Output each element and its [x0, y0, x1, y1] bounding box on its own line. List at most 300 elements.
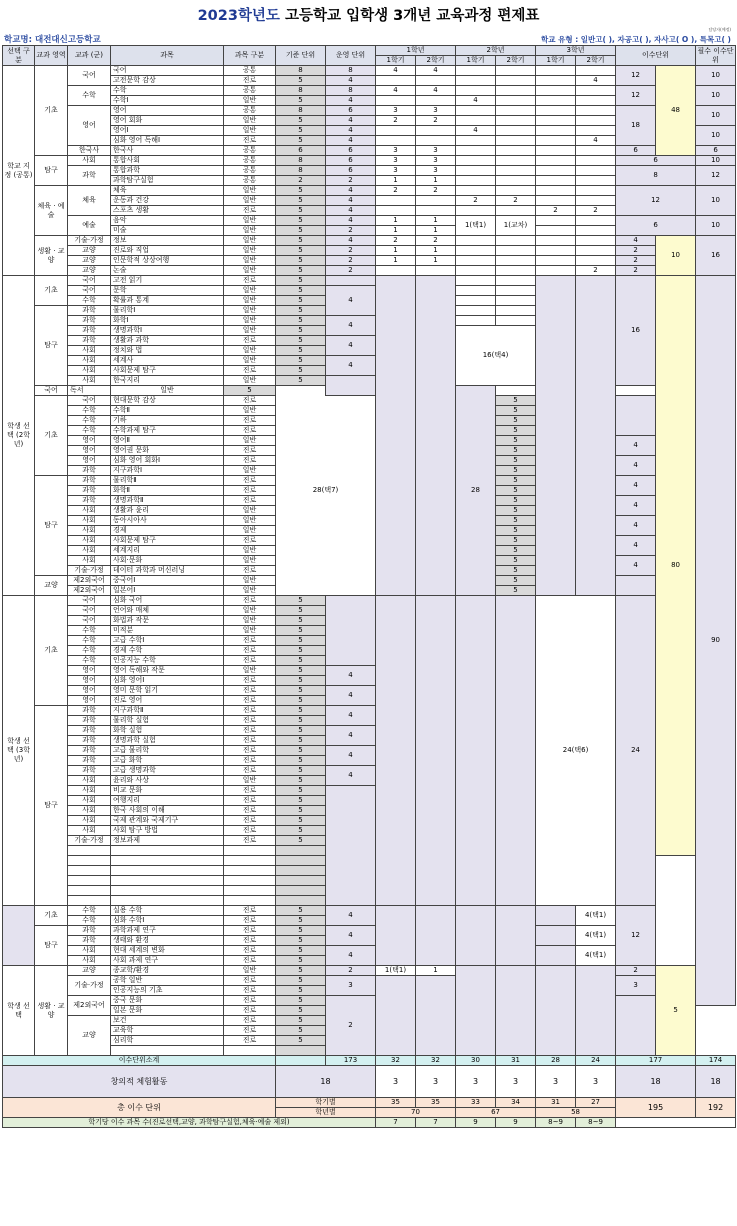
subject-name: 사회 탐구 방법 [111, 826, 224, 836]
group-label: 영어 [68, 676, 111, 686]
op-unit: 4 [616, 536, 656, 556]
total-cell: 32 [416, 1056, 456, 1066]
type-cell: 공통 [224, 106, 276, 116]
type-cell: 일반 [224, 436, 276, 446]
section-label: 학교 지정 (공통) [3, 66, 35, 276]
type-cell: 진로 [224, 596, 276, 606]
type-cell: 진로 [224, 206, 276, 216]
group-label: 사회 [68, 366, 111, 376]
units-cell: 12 [616, 186, 696, 216]
area-label: 탐구 [35, 706, 68, 906]
subject-name: 종교학/환경 [111, 966, 224, 976]
base-unit: 5 [276, 186, 326, 196]
req-cell: 12 [696, 166, 736, 186]
type-cell: 일반 [224, 216, 276, 226]
group-label: 사회 [68, 536, 111, 546]
group-label: 한국사 [68, 146, 111, 156]
subject-name: 기하 [111, 416, 224, 426]
subject-name: 사회 과제 연구 [111, 956, 224, 966]
op-unit: 4 [326, 726, 376, 746]
base-unit: 5 [496, 556, 536, 566]
header-cell: 1학년 [376, 46, 456, 56]
subject-name: 문학 [111, 286, 224, 296]
section-label: 학생 선택 [3, 966, 35, 1056]
base-unit: 5 [276, 276, 326, 286]
subject-name [111, 1046, 224, 1056]
base-unit: 5 [276, 236, 326, 246]
type-cell: 일반 [224, 316, 276, 326]
op-unit: 6 [326, 146, 376, 156]
group-label: 국어 [68, 606, 111, 616]
type-cell: 일반 [224, 196, 276, 206]
subject-name: 논술 [111, 266, 224, 276]
op-unit: 4 [326, 336, 376, 356]
type-cell: 일반 [224, 576, 276, 586]
group-label: 사회 [68, 376, 111, 386]
base-unit: 5 [276, 1016, 326, 1026]
subject-name: 심화 영어 독해Ⅰ [111, 136, 224, 146]
activity-cell: 3 [456, 1066, 496, 1098]
base-unit: 6 [276, 146, 326, 156]
total-cell: 174 [696, 1056, 736, 1066]
base-unit [276, 856, 326, 866]
base-unit: 5 [496, 566, 536, 576]
op-unit: 4 [326, 216, 376, 226]
subject-name: 영어 회화 [111, 116, 224, 126]
subject-name: 수학Ⅱ [111, 406, 224, 416]
sem-cell: 2 [576, 206, 616, 216]
subject-name: 생명과학 실험 [111, 736, 224, 746]
section-label: 학생 선택 (3학년) [3, 596, 35, 906]
group-label: 수학 [68, 86, 111, 106]
base-unit: 5 [276, 776, 326, 786]
group-label: 과학 [68, 726, 111, 736]
group-label: 기술·가정 [68, 566, 111, 576]
units-cell: 4 [616, 236, 656, 246]
op-unit: 4 [326, 316, 376, 336]
op-unit: 4 [326, 76, 376, 86]
subject-name: 수학Ⅰ [111, 96, 224, 106]
group-label: 사회 [68, 526, 111, 536]
base-unit: 5 [276, 706, 326, 716]
group-label: 과학 [68, 486, 111, 496]
subject-name: 수학과제 탐구 [111, 426, 224, 436]
group-label: 국어 [68, 276, 111, 286]
type-cell: 일반 [224, 186, 276, 196]
base-unit: 5 [496, 546, 536, 556]
subject-name [111, 896, 224, 906]
subject-name: 고급 화학 [111, 756, 224, 766]
type-cell: 진로 [224, 456, 276, 466]
activity-cell: 3 [376, 1066, 416, 1098]
header-cell: 선택 구분 [3, 46, 35, 66]
subject-name: 과학탐구실험 [111, 176, 224, 186]
type-cell: 진로 [224, 816, 276, 826]
area-label: 기초 [35, 906, 68, 926]
units-cell: 2 [616, 256, 656, 266]
sem-cell: 24(택6) [536, 596, 616, 906]
base-unit: 5 [276, 116, 326, 126]
activity-cell: 3 [416, 1066, 456, 1098]
base-unit: 5 [276, 736, 326, 746]
base-unit: 5 [496, 436, 536, 446]
units-cell: 6 [616, 146, 656, 156]
subject-name: 스포츠 생활 [111, 206, 224, 216]
op-unit: 4 [326, 206, 376, 216]
type-cell: 진로 [224, 956, 276, 966]
units-cell: 12 [616, 906, 656, 966]
base-unit: 5 [496, 476, 536, 486]
req-cell: 10 [696, 106, 736, 126]
op-unit: 2 [326, 996, 376, 1056]
base-unit: 5 [224, 386, 276, 396]
grand-cell: 31 [536, 1098, 576, 1108]
base-unit: 5 [276, 656, 326, 666]
header-cell: 3학년 [536, 46, 616, 56]
base-unit: 5 [496, 446, 536, 456]
type-cell: 진로 [224, 826, 276, 836]
sem-cell: 1 [376, 176, 416, 186]
type-cell: 일반 [224, 376, 276, 386]
type-cell: 진로 [224, 446, 276, 456]
type-cell: 일반 [224, 306, 276, 316]
subject-name: 사회문제 탐구 [111, 366, 224, 376]
area-label: 기초 [35, 596, 68, 706]
req-cell: 90 [696, 276, 736, 1006]
editor-note: 담당자(예정) [708, 27, 731, 32]
group-label: 수학 [68, 416, 111, 426]
sem-cell: 2 [376, 116, 416, 126]
sem-cell: 2 [536, 206, 576, 216]
type-cell: 진로 [224, 706, 276, 716]
base-unit: 5 [276, 726, 326, 736]
type-cell: 진로 [224, 736, 276, 746]
group-label: 영어 [68, 696, 111, 706]
total-cell: 173 [326, 1056, 376, 1066]
group-label: 수학 [68, 916, 111, 926]
base-unit: 5 [496, 526, 536, 536]
base-unit: 5 [276, 916, 326, 926]
grand-cell: 33 [456, 1098, 496, 1108]
units-cell: 16 [616, 276, 656, 386]
op-unit: 4 [326, 136, 376, 146]
type-cell: 진로 [224, 926, 276, 936]
units-cell: 8 [616, 166, 696, 186]
base-unit: 5 [276, 1036, 326, 1046]
type-cell: 진로 [224, 746, 276, 756]
type-cell: 공통 [224, 86, 276, 96]
course-count-label: 학기당 이수 과목 수(진로선택,교양, 과학탐구실험,체육·예술 제외) [3, 1118, 376, 1128]
sem-cell: 3 [376, 166, 416, 176]
count-cell: 8~9 [536, 1118, 576, 1128]
subject-name: 동아시아사 [111, 516, 224, 526]
op-unit: 4 [326, 286, 376, 316]
grand-cell: 35 [416, 1098, 456, 1108]
subject-name: 지구과학Ⅰ [111, 466, 224, 476]
base-unit [276, 886, 326, 896]
group-label: 수학 [68, 626, 111, 636]
title-year: 2023학년도 [197, 8, 280, 24]
group-label: 과학 [68, 736, 111, 746]
units-cell: 28 [456, 386, 496, 596]
total-cell [276, 1056, 326, 1066]
req-cell: 10 [696, 86, 736, 106]
group-label: 사회 [68, 516, 111, 526]
sem-cell: 4 [456, 126, 496, 136]
subject-name: 국제 관계와 국제기구 [111, 816, 224, 826]
group-label: 사회 [68, 946, 111, 956]
base-unit: 5 [276, 216, 326, 226]
type-cell: 일반 [224, 506, 276, 516]
req-cell: 10 [696, 126, 736, 146]
type-cell: 진로 [224, 136, 276, 146]
type-cell: 진로 [224, 636, 276, 646]
subject-name: 지구과학Ⅱ [111, 706, 224, 716]
header-cell: 2학기 [576, 56, 616, 66]
area-label: 생활 · 교양 [35, 236, 68, 276]
group-label: 수학 [68, 906, 111, 916]
group-label: 과학 [68, 756, 111, 766]
sem-cell: 2 [576, 266, 616, 276]
type-cell: 진로 [224, 536, 276, 546]
base-unit: 5 [276, 836, 326, 846]
grand-cell: 35 [376, 1098, 416, 1108]
units-cell: 80 [656, 276, 696, 856]
group-label: 과학 [68, 336, 111, 346]
group-label: 체육 [68, 186, 111, 216]
type-cell: 일반 [111, 386, 224, 396]
base-unit: 5 [276, 1026, 326, 1036]
type-cell: 일반 [224, 256, 276, 266]
type-cell: 진로 [224, 676, 276, 686]
group-label: 영어 [68, 666, 111, 676]
page-title [0, 4, 737, 25]
base-unit [276, 1046, 326, 1056]
group-label: 사회 [68, 796, 111, 806]
type-cell: 진로 [224, 836, 276, 846]
units-cell: 2 [616, 266, 656, 276]
subject-name: 영미 문학 읽기 [111, 686, 224, 696]
sem-cell: 2 [376, 236, 416, 246]
base-unit: 5 [276, 266, 326, 276]
base-unit: 5 [276, 676, 326, 686]
group-label: 사회 [68, 776, 111, 786]
activity-cell: 3 [576, 1066, 616, 1098]
header-cell: 2학기 [416, 56, 456, 66]
type-cell [224, 886, 276, 896]
base-unit: 5 [276, 296, 326, 306]
base-unit: 5 [496, 406, 536, 416]
group-label: 수학 [68, 636, 111, 646]
type-cell: 진로 [224, 906, 276, 916]
subject-name: 영어 [111, 106, 224, 116]
type-cell: 일반 [224, 466, 276, 476]
base-unit: 5 [276, 966, 326, 976]
subject-name [111, 856, 224, 866]
subject-name: 영어 독해와 작문 [111, 666, 224, 676]
header-cell: 교과 영역 [35, 46, 68, 66]
group-label: 제2외국어 [68, 586, 111, 596]
type-cell: 진로 [224, 806, 276, 816]
op-unit: 4 [326, 356, 376, 376]
base-unit: 8 [276, 86, 326, 96]
count-cell: 7 [416, 1118, 456, 1128]
units-cell: 6 [616, 216, 696, 236]
subject-name: 진로와 직업 [111, 246, 224, 256]
subject-name: 언어와 매체 [111, 606, 224, 616]
op-unit: 4 [616, 456, 656, 476]
sem-cell: 3 [416, 106, 456, 116]
base-unit: 5 [496, 536, 536, 546]
group-label: 교양 [68, 1016, 111, 1056]
base-unit: 5 [276, 1006, 326, 1016]
op-unit: 4 [326, 926, 376, 946]
group-label: 국어 [68, 616, 111, 626]
base-unit: 5 [276, 616, 326, 626]
subject-name: 영어Ⅱ [111, 436, 224, 446]
school-name: 학교명: 대전대신고등학교 [4, 35, 101, 45]
group-label: 사회 [68, 156, 111, 166]
op-unit: 8 [326, 86, 376, 96]
op-unit: 6 [326, 166, 376, 176]
base-unit: 5 [276, 306, 326, 316]
base-unit: 5 [276, 126, 326, 136]
sem-cell: 2 [496, 196, 536, 206]
subject-name: 확률과 통계 [111, 296, 224, 306]
op-unit: 4 [326, 126, 376, 136]
subject-name: 생태와 환경 [111, 936, 224, 946]
group-label: 국어 [35, 386, 68, 396]
sem-cell: 4 [456, 96, 496, 106]
group-label: 사회 [68, 806, 111, 816]
group-label: 영어 [68, 106, 111, 146]
op-unit: 4 [616, 556, 656, 576]
op-unit: 4 [326, 186, 376, 196]
grand-cell: 34 [496, 1098, 536, 1108]
sem-cell: 1 [416, 216, 456, 226]
group-label [68, 896, 111, 906]
subject-name: 인공지능 수학 [111, 656, 224, 666]
header-cell: 기준 단위 [276, 46, 326, 66]
type-cell [224, 856, 276, 866]
grand-cell: 195 [616, 1098, 696, 1118]
subject-name: 현대 세계의 변화 [111, 946, 224, 956]
area-label: 기초 [35, 396, 68, 476]
sem-cell: 1 [376, 256, 416, 266]
units-cell: 48 [656, 66, 696, 156]
subject-name: 과학과제 연구 [111, 926, 224, 936]
subject-name: 한국사 [111, 146, 224, 156]
type-cell: 진로 [224, 396, 276, 406]
subject-name: 교육학 [111, 1026, 224, 1036]
base-unit: 8 [276, 66, 326, 76]
group-label: 기술·가정 [68, 236, 111, 246]
type-cell: 진로 [224, 366, 276, 376]
group-label: 교양 [68, 256, 111, 266]
units-cell: 10 [656, 236, 696, 276]
group-label: 영어 [68, 456, 111, 466]
type-cell: 진로 [224, 496, 276, 506]
subject-name: 사회문제 탐구 [111, 536, 224, 546]
header-cell: 교과 (군) [68, 46, 111, 66]
subject-name: 음악 [111, 216, 224, 226]
base-unit: 5 [276, 336, 326, 346]
header-cell: 2학년 [456, 46, 536, 56]
sem-cell: 1(교차) [496, 216, 536, 236]
req-cell: 10 [696, 186, 736, 216]
type-cell: 일반 [224, 546, 276, 556]
sem-cell: 3 [416, 156, 456, 166]
group-label: 과학 [68, 936, 111, 946]
header-cell: 1학기 [376, 56, 416, 66]
subject-name: 국어 [111, 66, 224, 76]
base-unit: 5 [496, 576, 536, 586]
group-label: 수학 [68, 656, 111, 666]
group-label: 제2외국어 [68, 576, 111, 586]
type-cell: 일반 [224, 226, 276, 236]
group-label: 국어 [68, 596, 111, 606]
subject-name [111, 876, 224, 886]
school-type: 학교 유형 : 일반고( ), 자공고( ), 자사고( O ), 특목고( ) [541, 35, 731, 44]
sem-cell: 1 [376, 226, 416, 236]
group-label: 교양 [68, 266, 111, 276]
op-unit: 2 [326, 226, 376, 236]
subject-name: 통합사회 [111, 156, 224, 166]
subject-name: 수학 [111, 86, 224, 96]
total-cell: 177 [616, 1056, 696, 1066]
base-unit: 5 [276, 796, 326, 806]
op-unit: 2 [326, 966, 376, 976]
sem-cell: 1 [416, 966, 456, 976]
subject-name: 세계지리 [111, 546, 224, 556]
subject-name: 진로 영어 [111, 696, 224, 706]
subject-name: 정보과제 [111, 836, 224, 846]
subject-name: 윤리와 사상 [111, 776, 224, 786]
type-cell: 공통 [224, 146, 276, 156]
base-unit: 5 [276, 826, 326, 836]
subject-name: 인공지능의 기초 [111, 986, 224, 996]
group-label: 과학 [68, 766, 111, 776]
group-label: 국어 [68, 66, 111, 86]
base-unit: 5 [276, 686, 326, 696]
base-unit: 5 [276, 956, 326, 966]
sem-cell: 3 [376, 156, 416, 166]
op-unit [326, 276, 376, 286]
type-cell: 진로 [224, 486, 276, 496]
grand-total-label: 총 이수 단위 [3, 1098, 276, 1118]
group-label: 과학 [68, 716, 111, 726]
op-unit: 2 [326, 266, 376, 276]
units-cell: 6 [616, 156, 696, 166]
type-cell: 일반 [224, 266, 276, 276]
subject-name: 영어Ⅰ [111, 126, 224, 136]
op-unit: 4 [326, 946, 376, 966]
area-label: 기초 [35, 276, 68, 306]
group-label: 사회 [68, 356, 111, 366]
subject-name: 중국 문화 [111, 996, 224, 1006]
type-cell: 진로 [224, 916, 276, 926]
base-unit [276, 896, 326, 906]
type-cell: 일반 [224, 616, 276, 626]
sem-cell: 1 [416, 256, 456, 266]
sem-cell: 2 [376, 186, 416, 196]
type-cell: 일반 [224, 326, 276, 336]
subject-name: 보건 [111, 1016, 224, 1026]
type-cell: 공통 [224, 166, 276, 176]
group-label: 기술·가정 [68, 976, 111, 996]
subject-name: 고전문학 감상 [111, 76, 224, 86]
base-unit: 5 [276, 806, 326, 816]
